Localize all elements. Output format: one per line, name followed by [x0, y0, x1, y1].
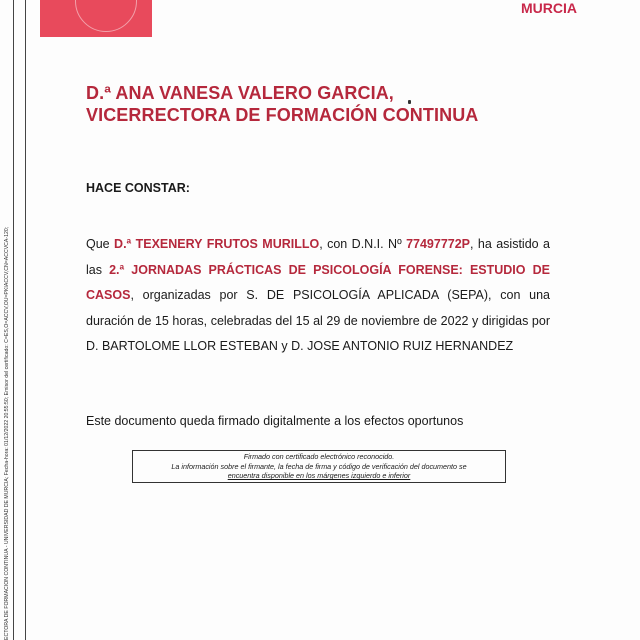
margin-line — [13, 0, 14, 640]
text: , organizadas por S. DE PSICOLOGÍA APLICADA (SEPA), con una duración de 15 horas, celebradas del 15 al 29 de noviembre de 2022 y dirigidas por D. BARTOLOME LLOR ESTEBAN y D. JOSE ANTONIO RUIZ HERNANDEZ — [86, 288, 550, 353]
box-line: La información sobre el firmante, la fecha de firma y código de verificación del documento se — [171, 461, 467, 471]
signature-note: Este documento queda firmado digitalmente a los efectos oportunos — [86, 414, 464, 428]
signature-margin-text: ECTORA DE FORMACION CONTINUA - UNIVERSIDAD DE MURCIA; Fecha-hora: 01/12/2022 20:55:50; Emisor del certificado: C=ES,O=ACCV,OU=PKIACCV,CN=ACCVCA-120; — [4, 226, 10, 640]
box-line: encuentra disponible en los márgenes izquierdo e inferior — [227, 471, 411, 480]
university-logo — [40, 0, 152, 37]
text: , ha asistido a las — [86, 237, 550, 277]
seal-icon — [75, 0, 137, 32]
signature-info-box — [132, 450, 506, 483]
attendee-dni: 77497772P — [406, 237, 471, 251]
text: , con D.N.I. Nº — [319, 237, 407, 251]
certificate-body — [86, 232, 550, 360]
margin-line — [25, 0, 26, 640]
box-line: Firmado con certificado electrónico reconocido. — [243, 452, 395, 461]
text: Que — [86, 237, 115, 251]
signer-name: D.ª ANA VANESA VALERO GARCIA, — [86, 83, 394, 103]
signer-position: VICERRECTORA DE FORMACIÓN CONTINUA — [86, 105, 479, 125]
university-name: MURCIA — [521, 0, 577, 16]
attendee-name: D.ª TEXENERY FRUTOS MURILLO — [114, 237, 320, 251]
hace-constar-heading: HACE CONSTAR: — [86, 181, 190, 195]
event-name: 2.ª JORNADAS PRÁCTICAS DE PSICOLOGÍA FORENSE: ESTUDIO DE CASOS — [86, 262, 550, 302]
scan-speck — [408, 100, 411, 104]
